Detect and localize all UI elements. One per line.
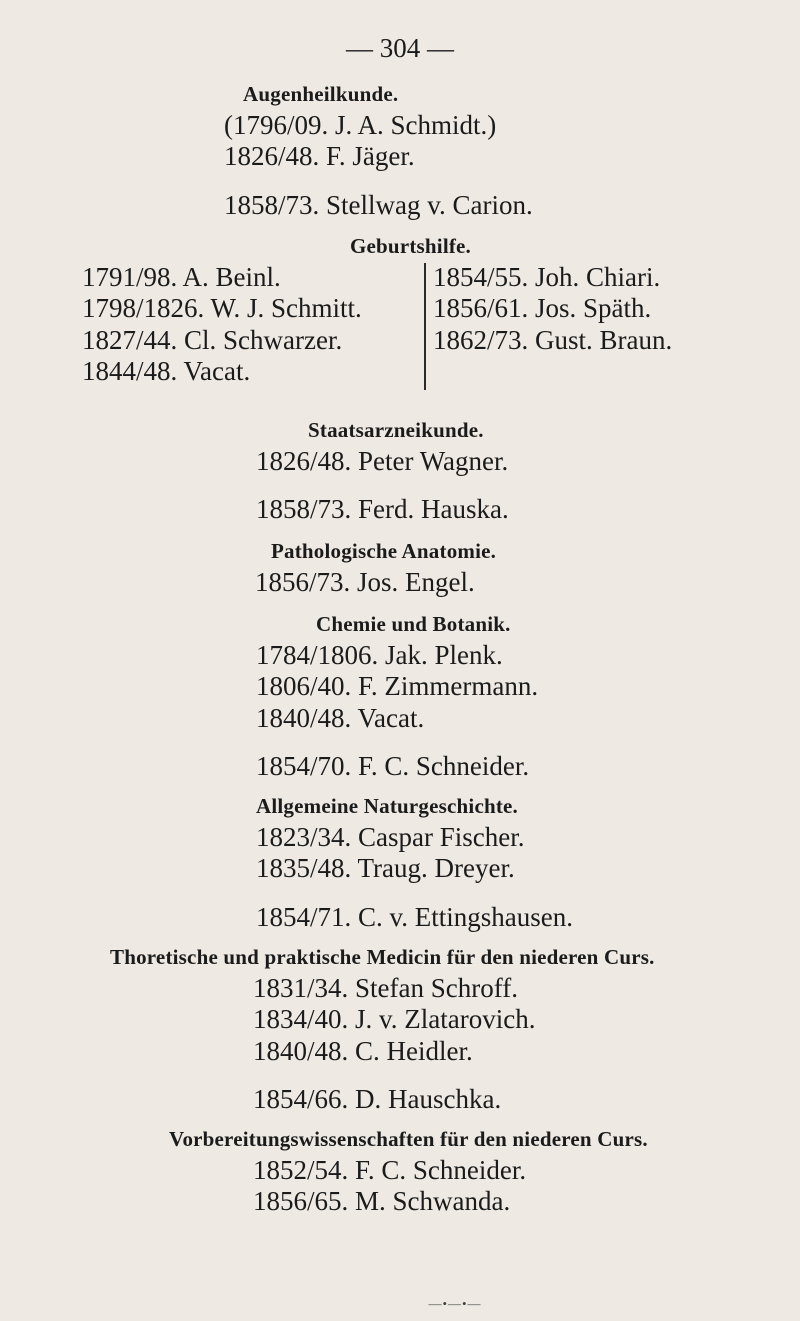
entry: 1852/54. F. C. Schneider. (253, 1155, 527, 1185)
entry: 1840/48. C. Heidler. (253, 1036, 473, 1066)
section-heading-vorbereitungswissenschaften: Vorbereitungswissenschaften für den niederen Curs. (169, 1127, 648, 1151)
entry: 1791/98. A. Beinl. (82, 262, 281, 292)
entry: 1826/48. F. Jäger. (224, 141, 415, 171)
entry: 1798/1826. W. J. Schmitt. (82, 293, 362, 323)
page-number: — 304 — (346, 33, 454, 63)
section-heading-geburtshilfe: Geburtshilfe. (350, 234, 472, 258)
entry: 1834/40. J. v. Zlatarovich. (253, 1004, 536, 1034)
entry: 1856/65. M. Schwanda. (253, 1186, 511, 1216)
entry: 1831/34. Stefan Schroff. (253, 973, 518, 1003)
entry: 1862/73. Gust. Braun. (433, 325, 673, 355)
entry: 1856/73. Jos. Engel. (255, 567, 475, 597)
entry: 1854/71. C. v. Ettingshausen. (256, 902, 573, 932)
entry: (1796/09. J. A. Schmidt.) (224, 110, 497, 140)
section-heading-augenheilkunde: Augenheilkunde. (243, 82, 399, 106)
entry: 1854/70. F. C. Schneider. (256, 751, 530, 781)
entry: 1854/66. D. Hauschka. (253, 1084, 502, 1114)
section-heading-allgemeine-naturgeschichte: Allgemeine Naturgeschichte. (256, 794, 519, 818)
entry: 1806/40. F. Zimmermann. (256, 671, 539, 701)
section-heading-pathologische-anatomie: Pathologische Anatomie. (271, 539, 497, 563)
entry: 1823/34. Caspar Fischer. (256, 822, 525, 852)
entry: 1854/55. Joh. Chiari. (433, 262, 661, 292)
entry: 1827/44. Cl. Schwarzer. (82, 325, 343, 355)
entry: 1858/73. Ferd. Hauska. (256, 494, 509, 524)
entry: 1835/48. Traug. Dreyer. (256, 853, 515, 883)
column-divider (424, 263, 426, 390)
entry: 1858/73. Stellwag v. Carion. (224, 190, 533, 220)
entry: 1844/48. Vacat. (82, 356, 251, 386)
section-heading-medicin-niederer-curs: Thoretische und praktische Medicin für den niederen Curs. (110, 945, 655, 969)
section-heading-staatsarzneikunde: Staatsarzneikunde. (308, 418, 484, 442)
entry: 1840/48. Vacat. (256, 703, 425, 733)
ornament-divider: —•—•— (428, 1296, 482, 1311)
entry: 1826/48. Peter Wagner. (256, 446, 509, 476)
entry: 1784/1806. Jak. Plenk. (256, 640, 503, 670)
entry: 1856/61. Jos. Späth. (433, 293, 652, 323)
section-heading-chemie-und-botanik: Chemie und Botanik. (316, 612, 511, 636)
